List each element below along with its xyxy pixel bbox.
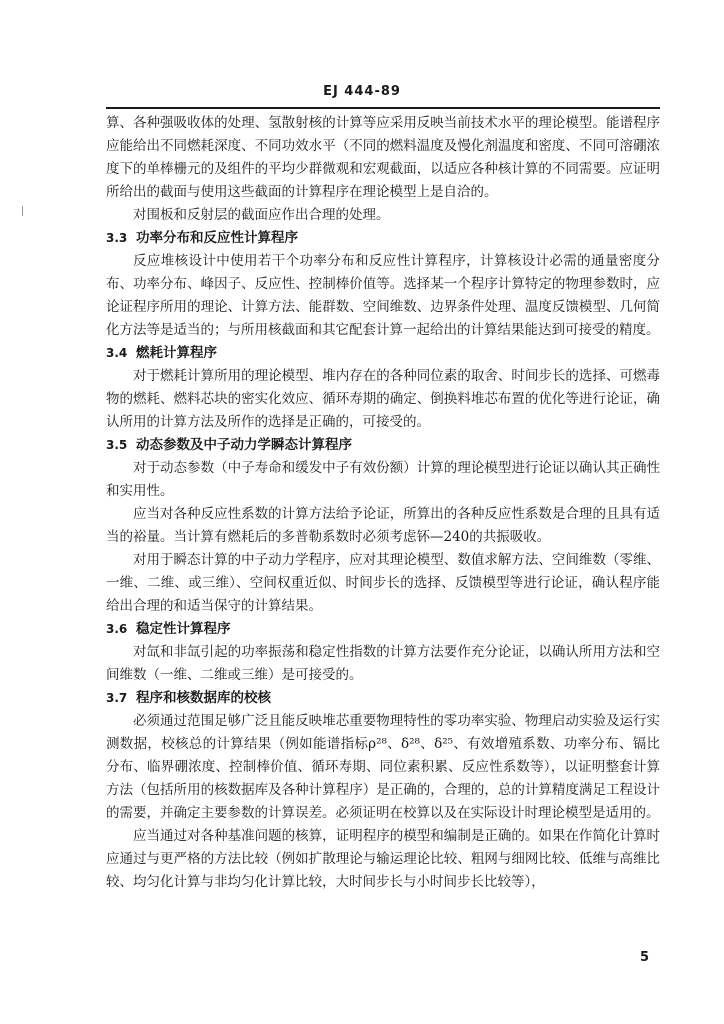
paragraph: 应当对各种反应性系数的计算方法给予论证，所算出的各种反应性系数是合理的且具有适当的裕量。当计算有燃耗后的多普勒系数时必须考虑钚—240的共振吸收。: [106, 506, 660, 545]
page-number: 5: [640, 950, 650, 965]
section-title: 程序和核数据库的校核: [136, 690, 271, 706]
paragraph: 应当通过对各种基准问题的核算，证明程序的模型和编制是正确的。如果在作简化计算时应通过与更严格的方法比较（例如扩散理论与输运理论比较、粗网与细网比较、低维与高维比较、均匀化计算与非均匀化计算比较，大时间步长与小时间步长比较等），: [106, 828, 660, 890]
document-header: EJ 444-89: [323, 84, 401, 99]
section-heading: [106, 227, 660, 250]
margin-mark: [22, 206, 23, 216]
paragraph: 对用于瞬态计算的中子动力学程序，应对其理论模型、数值求解方法、空间维数（零维、一维、二维、或三维）、空间权重近似、时间步长的选择、反馈模型等进行论证，确认程序能给出合理的和适当保守的计算结果。: [106, 552, 660, 614]
paragraph: 对于燃耗计算所用的理论模型、堆内存在的各种同位素的取舍、时间步长的选择、可燃毒物的燃耗、燃料芯块的密实化效应、循环寿期的确定、倒换料堆芯布置的优化等进行论证，确认所用的计算方法及所作的选择是正确的，可接受的。: [106, 368, 660, 430]
section-heading: [106, 618, 660, 641]
section-number: 3.4: [106, 346, 128, 360]
paragraph: 必须通过范围足够广泛且能反映堆芯重要物理特性的零功率实验、物理启动实验及运行实测数据，校核总的计算结果（例如能谱指标ρ²⁸、δ²⁸、δ²⁵、有效增殖系数、功率分布、镉比分布、临界硼浓度、控制棒价值、循环寿期、同位素积累、反应性系数等），以证明整套计算方法（包括所用的核数据库及各种计算程序）是正确的，合理的，总的计算精度满足工程设计的需要，并确定主要参数的计算误差。必须证明在校算以及在实际设计时理论模型是适用的。: [106, 713, 660, 821]
section-number: 3.5: [106, 438, 128, 452]
section-title: 稳定性计算程序: [136, 621, 231, 637]
section-number: 3.3: [106, 231, 128, 245]
section-heading: [106, 687, 660, 710]
header-rule: [106, 107, 660, 109]
paragraph: 反应堆核设计中使用若干个功率分布和反应性计算程序，计算核设计必需的通量密度分布、功率分布、峰因子、反应性、控制棒价值等。选择某一个程序计算特定的物理参数时，应论证程序所用的理论、计算方法、能群数、空间维数、边界条件处理、温度反馈模型、几何简化方法等是适当的；与所用核截面和其它配套计算一起给出的计算结果能达到可接受的精度。: [106, 253, 660, 338]
section-heading: [106, 434, 660, 457]
paragraph: 算、各种强吸收体的处理、氢散射核的计算等应采用反映当前技术水平的理论模型。能谱程序应能给出不同燃耗深度、不同功效水平（不同的燃料温度及慢化剂温度和密度、不同可溶硼浓度下的单棒栅元的及组件的平均少群微观和宏观截面，以适应各种核计算的不同需要。应证明所给出的截面与使用这些截面的计算程序在理论模型上是自洽的。: [106, 115, 660, 200]
section-heading: [106, 342, 660, 365]
section-number: 3.7: [106, 691, 128, 705]
paragraph: 对围板和反射层的截面应作出合理的处理。: [133, 207, 390, 223]
document-body: [106, 112, 660, 894]
paragraph: 对于动态参数（中子寿命和缓发中子有效份额）计算的理论模型进行论证以确认其正确性和实用性。: [106, 460, 660, 499]
section-number: 3.6: [106, 622, 128, 636]
paragraph: 对氙和非氙引起的功率振荡和稳定性指数的计算方法要作充分论证，以确认所用方法和空间维数（一维、二维或三维）是可接受的。: [106, 644, 660, 683]
section-title: 燃耗计算程序: [136, 345, 217, 361]
section-title: 动态参数及中子动力学瞬态计算程序: [136, 437, 352, 453]
section-title: 功率分布和反应性计算程序: [136, 230, 298, 246]
